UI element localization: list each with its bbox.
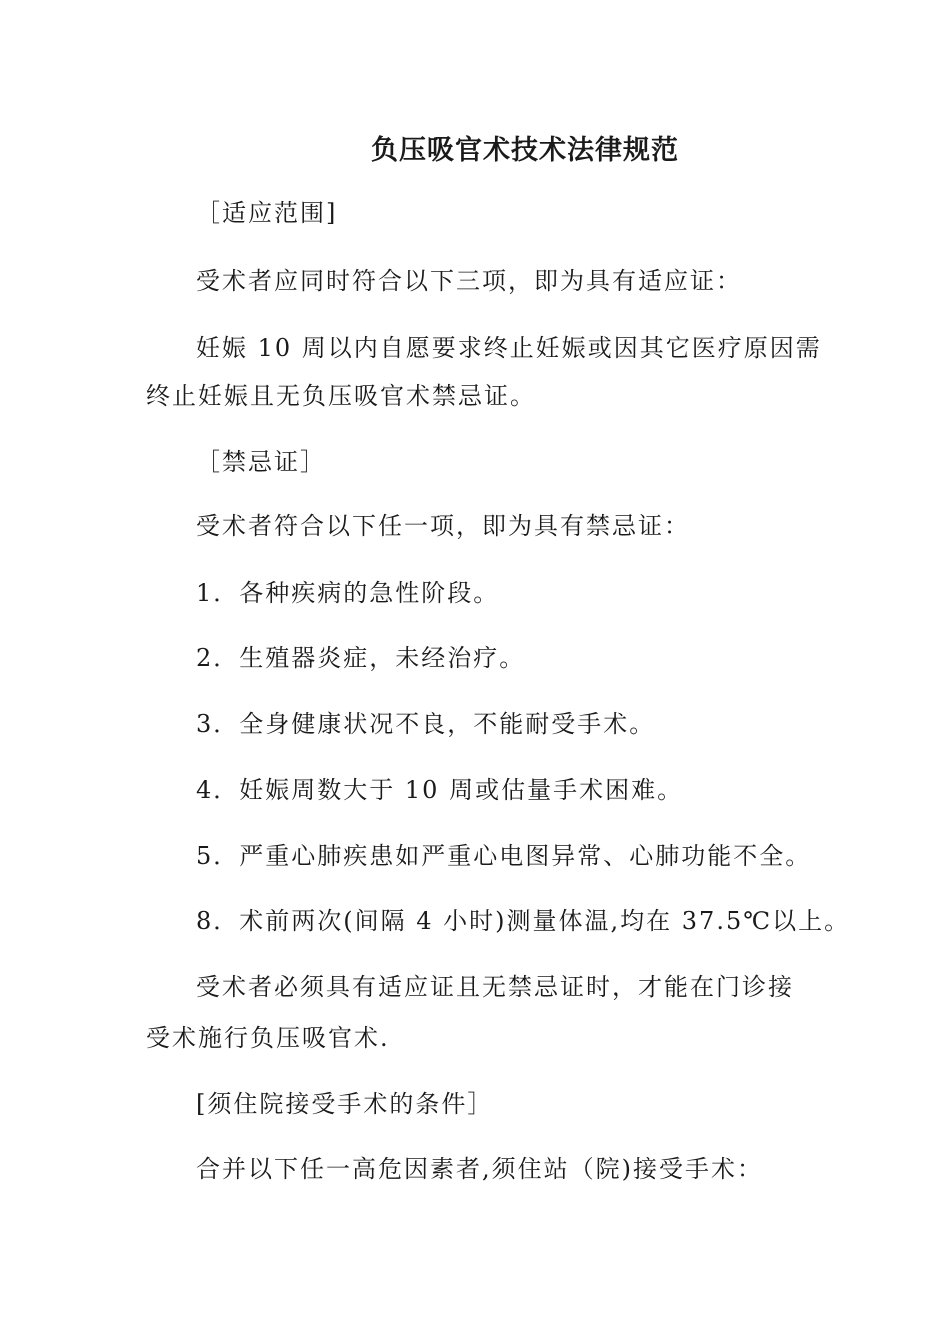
document-title: 负压吸官术技术法律规范 [371, 135, 679, 166]
requirement-line1: 受术者必须具有适应证且无禁忌证时，才能在门诊接 [196, 973, 794, 1001]
contraindication-item: 3．全身健康状况不良，不能耐受手术。 [196, 710, 656, 738]
inpatient-intro: 合并以下任一高危因素者,须住站（院)接受手术： [196, 1155, 763, 1183]
contraindication-item: 4．妊娠周数大于 10 周或估量手术困难。 [196, 776, 684, 804]
indications-intro: 受术者应同时符合以下三项，即为具有适应证： [196, 267, 742, 295]
section-heading-indications: ［适应范围] [196, 199, 338, 227]
indications-text-line2: 终止妊娠且无负压吸官术禁忌证。 [146, 382, 536, 410]
contraindication-item: 1．各种疾病的急性阶段。 [196, 579, 500, 607]
contraindication-item: 5．严重心肺疾患如严重心电图异常、心肺功能不全。 [196, 842, 812, 870]
contraindications-intro: 受术者符合以下任一项，即为具有禁忌证： [196, 512, 690, 540]
contraindication-item: 8．术前两次(间隔 4 小时)测量体温,均在 37.5℃以上。 [196, 907, 851, 935]
contraindication-item: 2．生殖器炎症，未经治疗。 [196, 644, 526, 672]
section-heading-contraindications: ［禁忌证］ [196, 448, 326, 476]
section-heading-inpatient: [须住院接受手术的条件］ [196, 1090, 494, 1118]
requirement-line2: 受术施行负压吸官术. [146, 1024, 390, 1052]
indications-text-line1: 妊娠 10 周以内自愿要求终止妊娠或因其它医疗原因需 [196, 334, 822, 362]
